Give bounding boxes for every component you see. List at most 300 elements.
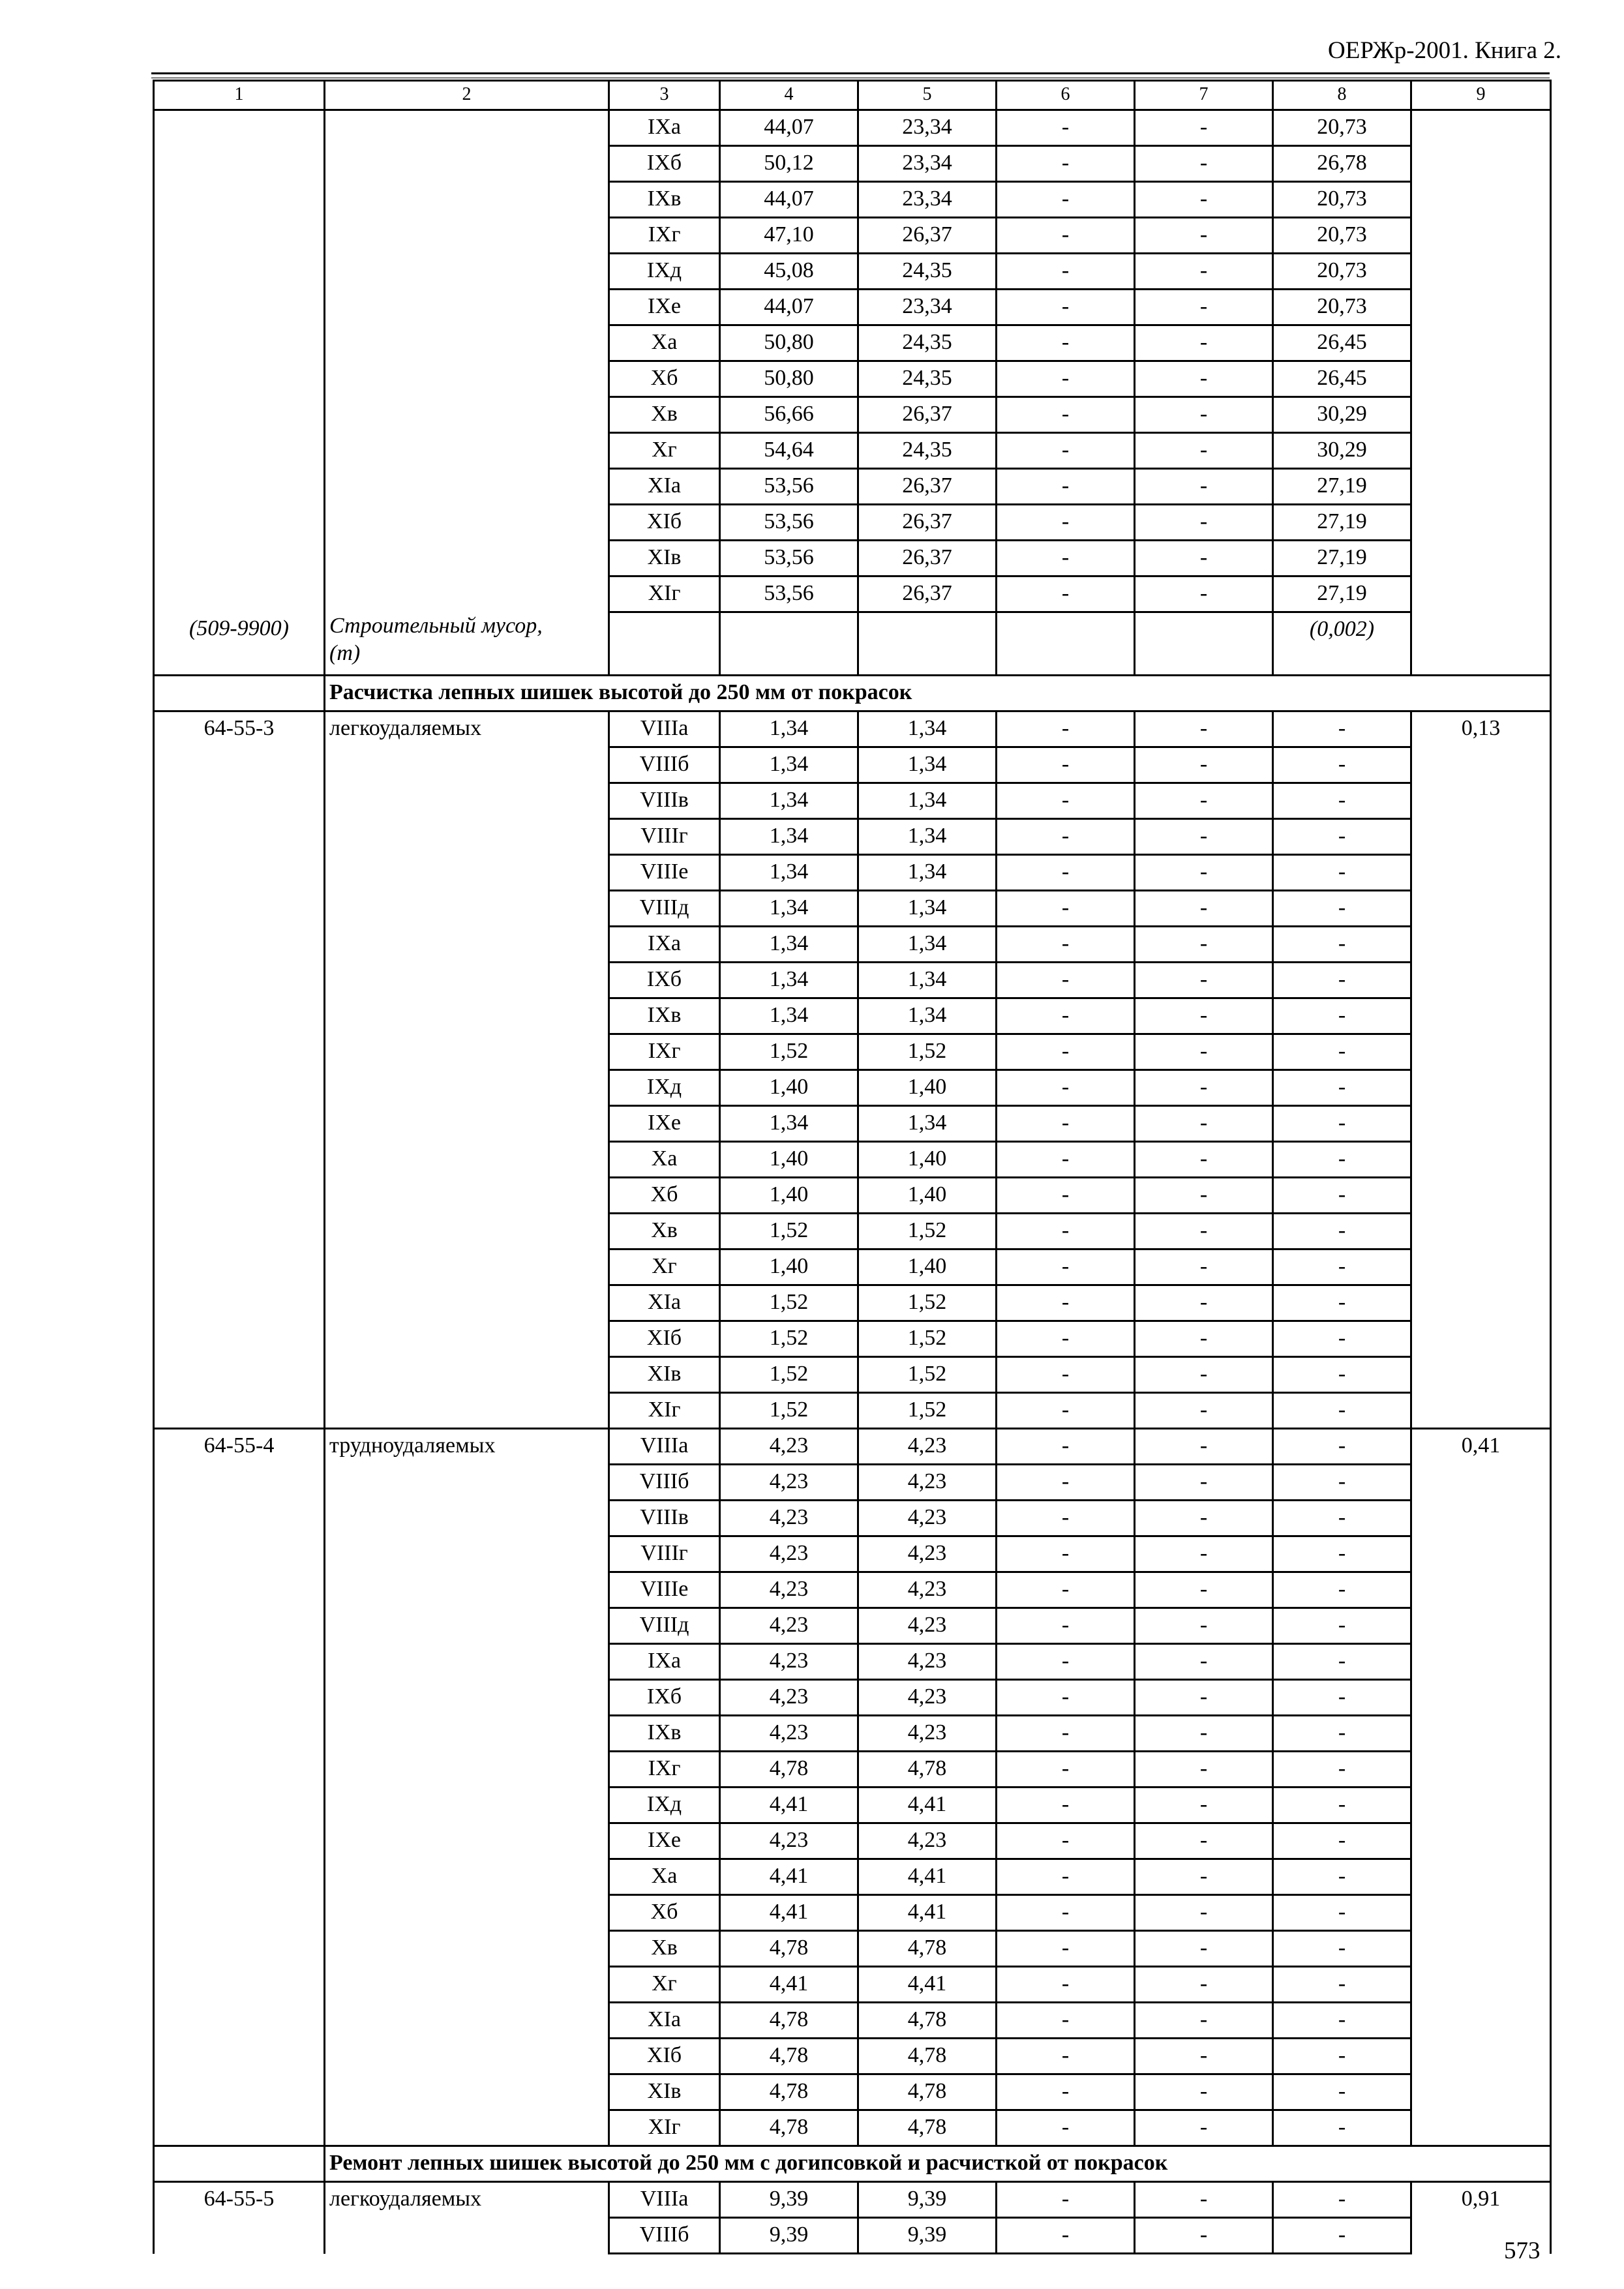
value-cell: - [997, 433, 1135, 469]
value-cell: 1,52 [858, 1393, 997, 1429]
value-cell: - [1273, 1823, 1411, 1859]
value-cell: 27,19 [1273, 505, 1411, 541]
value-cell: - [997, 1644, 1135, 1680]
category-cell: IXа [609, 927, 720, 963]
value-cell: 1,52 [858, 1214, 997, 1249]
value-cell: - [997, 1608, 1135, 1644]
value-cell: 44,07 [720, 182, 858, 218]
value-cell: - [997, 711, 1135, 747]
value-cell: - [1273, 1321, 1411, 1357]
value-cell: 1,40 [858, 1249, 997, 1285]
value-cell: 4,78 [858, 2074, 997, 2110]
page-number: 573 [1504, 2237, 1541, 2264]
category-cell: XIб [609, 505, 720, 541]
value-cell: - [1135, 783, 1273, 819]
category-cell: IXв [609, 998, 720, 1034]
value-cell: 4,23 [858, 1429, 997, 1465]
value-cell: 1,34 [720, 711, 858, 747]
value-cell: - [997, 1357, 1135, 1393]
value-cell: - [997, 1142, 1135, 1178]
value-cell: 1,34 [858, 891, 997, 927]
value-cell: - [1135, 361, 1273, 397]
category-cell: VIIIе [609, 1572, 720, 1608]
category-cell: Xг [609, 433, 720, 469]
value-cell: - [1273, 855, 1411, 891]
value-cell: 4,78 [720, 2110, 858, 2146]
column-number: 1 [154, 81, 325, 110]
value-cell: - [1273, 1178, 1411, 1214]
category-cell: IXд [609, 1788, 720, 1823]
value-cell: - [997, 1034, 1135, 1070]
value-cell: - [1135, 998, 1273, 1034]
value-cell: - [1135, 290, 1273, 325]
value-cell: - [997, 2074, 1135, 2110]
name-cell: легкоудаляемых [325, 711, 609, 1429]
value-cell: 26,37 [858, 218, 997, 254]
value-cell: 4,23 [720, 1823, 858, 1859]
value-cell: 44,07 [720, 290, 858, 325]
category-cell: XIг [609, 576, 720, 612]
category-cell: IXв [609, 1716, 720, 1752]
code-cell-empty [154, 110, 325, 612]
value-cell: 4,78 [720, 2003, 858, 2039]
empty-cell [720, 612, 858, 676]
category-cell: Xа [609, 325, 720, 361]
category-cell: Xв [609, 1931, 720, 1967]
section-title: Ремонт лепных шишек высотой до 250 мм с догипсовкой и расчисткой от покрасок [325, 2146, 1551, 2182]
category-cell: IXд [609, 254, 720, 290]
value-cell: - [1273, 1285, 1411, 1321]
value-cell: - [997, 182, 1135, 218]
value-cell: - [997, 819, 1135, 855]
value-cell: 1,40 [858, 1178, 997, 1214]
value-cell: - [997, 1393, 1135, 1429]
value-cell: - [997, 963, 1135, 998]
value-cell: - [1135, 1106, 1273, 1142]
value-cell: 4,23 [720, 1644, 858, 1680]
column-number: 7 [1135, 81, 1273, 110]
value-cell: - [1273, 2110, 1411, 2146]
value-cell: - [1135, 855, 1273, 891]
value-cell: - [997, 2003, 1135, 2039]
value-cell: - [997, 2110, 1135, 2146]
value-cell: 1,40 [720, 1249, 858, 1285]
value-cell: - [1135, 1608, 1273, 1644]
value-cell: - [1273, 1716, 1411, 1752]
category-cell: Xа [609, 1142, 720, 1178]
value-cell: - [1273, 1680, 1411, 1716]
value-cell: - [1273, 1859, 1411, 1895]
value-cell: 4,23 [858, 1716, 997, 1752]
value-cell: 4,78 [720, 1931, 858, 1967]
category-cell: IXд [609, 1070, 720, 1106]
value-cell: - [1135, 505, 1273, 541]
category-cell: XIа [609, 1285, 720, 1321]
category-cell: VIIIа [609, 2182, 720, 2218]
value-cell: - [1273, 2003, 1411, 2039]
value-cell: - [1273, 963, 1411, 998]
value-cell: 9,39 [858, 2182, 997, 2218]
value-cell: 1,34 [720, 1106, 858, 1142]
category-cell: IXб [609, 1680, 720, 1716]
debris-code: (509-9900) [154, 612, 325, 676]
empty-cell [997, 612, 1135, 676]
value-cell: 4,78 [858, 2003, 997, 2039]
value-cell: - [1273, 1608, 1411, 1644]
value-cell: - [997, 1249, 1135, 1285]
value-cell: - [997, 218, 1135, 254]
value-cell: 4,78 [858, 1752, 997, 1788]
category-cell: XIа [609, 2003, 720, 2039]
value-cell: - [997, 1931, 1135, 1967]
name-cell: легкоудаляемых [325, 2182, 609, 2254]
value-cell: 30,29 [1273, 397, 1411, 433]
value-cell: - [997, 254, 1135, 290]
column-number: 5 [858, 81, 997, 110]
value-cell: - [997, 325, 1135, 361]
value-cell: 4,78 [720, 2039, 858, 2074]
value-cell: 9,39 [720, 2182, 858, 2218]
empty-cell [858, 612, 997, 676]
value-cell: - [997, 2182, 1135, 2218]
value-cell: - [997, 1859, 1135, 1895]
value-cell: 4,23 [858, 1823, 997, 1859]
value-cell: 1,52 [858, 1321, 997, 1357]
category-cell: Xв [609, 397, 720, 433]
value-cell: - [1135, 1285, 1273, 1321]
value-cell: 53,56 [720, 541, 858, 576]
category-cell: Xг [609, 1249, 720, 1285]
value-cell: 20,73 [1273, 290, 1411, 325]
value-cell: 1,34 [858, 998, 997, 1034]
value-cell: 27,19 [1273, 469, 1411, 505]
value-cell: 1,52 [720, 1285, 858, 1321]
value-cell: - [1135, 2218, 1273, 2254]
value-cell: - [1135, 2110, 1273, 2146]
value-cell: - [997, 1070, 1135, 1106]
value-cell: - [997, 1716, 1135, 1752]
col9-cell: 0,91 [1411, 2182, 1551, 2254]
value-cell: - [1135, 963, 1273, 998]
col9-cell: 0,41 [1411, 1429, 1551, 2146]
value-cell: - [997, 2039, 1135, 2074]
value-cell: - [1273, 1249, 1411, 1285]
category-cell: XIб [609, 1321, 720, 1357]
value-cell: - [1135, 1716, 1273, 1752]
value-cell: - [997, 1321, 1135, 1357]
value-cell: - [1135, 469, 1273, 505]
category-cell: VIIIб [609, 2218, 720, 2254]
empty-cell [1135, 612, 1273, 676]
category-cell: VIIIд [609, 1608, 720, 1644]
value-cell: - [1135, 1823, 1273, 1859]
value-cell: 1,34 [720, 783, 858, 819]
value-cell: 50,12 [720, 146, 858, 182]
value-cell: - [997, 783, 1135, 819]
value-cell: 26,37 [858, 541, 997, 576]
value-cell: - [1135, 1536, 1273, 1572]
value-cell: - [1273, 1895, 1411, 1931]
value-cell: - [1135, 2182, 1273, 2218]
value-cell: - [1273, 998, 1411, 1034]
value-cell: 1,52 [720, 1034, 858, 1070]
value-cell: - [1135, 819, 1273, 855]
category-cell: VIIIв [609, 783, 720, 819]
value-cell: - [1135, 541, 1273, 576]
value-cell: - [1135, 1321, 1273, 1357]
value-cell: 26,37 [858, 469, 997, 505]
value-cell: - [997, 1823, 1135, 1859]
value-cell: - [997, 541, 1135, 576]
value-cell: 4,23 [858, 1465, 997, 1501]
value-cell: 1,34 [720, 927, 858, 963]
category-cell: XIв [609, 541, 720, 576]
value-cell: - [1135, 397, 1273, 433]
value-cell: - [1135, 1214, 1273, 1249]
category-cell: VIIIв [609, 1501, 720, 1536]
value-cell: 4,41 [720, 1967, 858, 2003]
value-cell: 4,78 [858, 2039, 997, 2074]
value-cell: 26,37 [858, 397, 997, 433]
value-cell: - [997, 1967, 1135, 2003]
value-cell: - [1135, 218, 1273, 254]
value-cell: 20,73 [1273, 110, 1411, 146]
value-cell: - [997, 998, 1135, 1034]
value-cell: - [1273, 891, 1411, 927]
value-cell: - [997, 1429, 1135, 1465]
value-cell: 24,35 [858, 361, 997, 397]
value-cell: 50,80 [720, 325, 858, 361]
value-cell: - [1273, 2182, 1411, 2218]
value-cell: - [1135, 2039, 1273, 2074]
value-cell: - [1135, 1357, 1273, 1393]
code-cell: 64-55-3 [154, 711, 325, 1429]
empty-cell [154, 676, 325, 711]
value-cell: - [1273, 1536, 1411, 1572]
code-cell: 64-55-5 [154, 2182, 325, 2254]
value-cell: 24,35 [858, 433, 997, 469]
value-cell: 53,56 [720, 576, 858, 612]
value-cell: - [1273, 1501, 1411, 1536]
norms-table [153, 80, 1552, 2254]
category-cell: IXе [609, 1106, 720, 1142]
value-cell: 1,34 [858, 927, 997, 963]
value-cell: 4,41 [720, 1859, 858, 1895]
value-cell: 47,10 [720, 218, 858, 254]
header-rule [151, 72, 1550, 74]
value-cell: - [1273, 1106, 1411, 1142]
value-cell: - [1135, 1465, 1273, 1501]
value-cell: 27,19 [1273, 576, 1411, 612]
col9-cell-empty [1411, 110, 1551, 676]
value-cell: 1,34 [720, 747, 858, 783]
name-cell-empty [325, 110, 609, 612]
value-cell: - [1273, 1034, 1411, 1070]
value-cell: - [1135, 1501, 1273, 1536]
value-cell: - [997, 1501, 1135, 1536]
value-cell: 23,34 [858, 110, 997, 146]
value-cell: - [997, 1178, 1135, 1214]
value-cell: 4,41 [858, 1788, 997, 1823]
column-number: 6 [997, 81, 1135, 110]
value-cell: - [1273, 1214, 1411, 1249]
value-cell: 1,40 [858, 1142, 997, 1178]
category-cell: VIIIг [609, 819, 720, 855]
value-cell: - [1273, 1931, 1411, 1967]
value-cell: - [1135, 254, 1273, 290]
value-cell: 4,78 [858, 2110, 997, 2146]
value-cell: - [1273, 1788, 1411, 1823]
value-cell: 1,34 [858, 1106, 997, 1142]
section-title-row [154, 676, 1551, 711]
value-cell: 27,19 [1273, 541, 1411, 576]
value-cell: - [997, 1572, 1135, 1608]
value-cell: 1,40 [720, 1142, 858, 1178]
value-cell: 9,39 [720, 2218, 858, 2254]
value-cell: - [1135, 1393, 1273, 1429]
value-cell: - [997, 146, 1135, 182]
value-cell: 1,52 [720, 1393, 858, 1429]
value-cell: 23,34 [858, 290, 997, 325]
value-cell: - [1273, 819, 1411, 855]
table-row [154, 2182, 1551, 2218]
value-cell: 1,52 [720, 1357, 858, 1393]
value-cell: 4,23 [720, 1536, 858, 1572]
value-cell: - [1273, 1752, 1411, 1788]
value-cell: - [997, 1895, 1135, 1931]
value-cell: 54,64 [720, 433, 858, 469]
value-cell: - [997, 505, 1135, 541]
value-cell: 1,34 [858, 963, 997, 998]
value-cell: 1,34 [858, 711, 997, 747]
value-cell: 26,45 [1273, 325, 1411, 361]
value-cell: - [1273, 1142, 1411, 1178]
empty-cell [609, 612, 720, 676]
category-cell: IXе [609, 290, 720, 325]
value-cell: - [1135, 1859, 1273, 1895]
value-cell: 4,41 [858, 1967, 997, 2003]
value-cell: 1,34 [720, 963, 858, 998]
value-cell: - [1273, 783, 1411, 819]
category-cell: IXв [609, 182, 720, 218]
value-cell: - [1135, 110, 1273, 146]
value-cell: 4,23 [720, 1572, 858, 1608]
value-cell: - [1135, 1178, 1273, 1214]
value-cell: - [997, 397, 1135, 433]
value-cell: - [1273, 1644, 1411, 1680]
value-cell: - [1135, 1680, 1273, 1716]
value-cell: - [997, 290, 1135, 325]
table-row [154, 711, 1551, 747]
value-cell: - [1273, 1070, 1411, 1106]
value-cell: - [997, 927, 1135, 963]
category-cell: IXа [609, 1644, 720, 1680]
value-cell: - [1135, 1070, 1273, 1106]
category-cell: VIIIб [609, 1465, 720, 1501]
value-cell: - [1273, 1429, 1411, 1465]
value-cell: 45,08 [720, 254, 858, 290]
value-cell: 24,35 [858, 325, 997, 361]
value-cell: 4,23 [720, 1680, 858, 1716]
value-cell: - [997, 891, 1135, 927]
document-header: ОЕРЖр-2001. Книга 2. [1328, 37, 1561, 64]
section-title: Расчистка лепных шишек высотой до 250 мм от покрасок [325, 676, 1551, 711]
value-cell: 50,80 [720, 361, 858, 397]
value-cell: - [1273, 927, 1411, 963]
value-cell: 26,37 [858, 505, 997, 541]
column-number: 2 [325, 81, 609, 110]
value-cell: - [997, 1752, 1135, 1788]
value-cell: - [997, 576, 1135, 612]
category-cell: XIа [609, 469, 720, 505]
value-cell: 4,41 [858, 1859, 997, 1895]
value-cell: - [997, 1214, 1135, 1249]
value-cell: - [1135, 1572, 1273, 1608]
value-cell: 1,52 [858, 1357, 997, 1393]
value-cell: - [1273, 1357, 1411, 1393]
value-cell: - [1135, 891, 1273, 927]
value-cell: - [1273, 2218, 1411, 2254]
category-cell: IXе [609, 1823, 720, 1859]
value-cell: 4,23 [720, 1501, 858, 1536]
value-cell: 4,41 [720, 1895, 858, 1931]
category-cell: Xв [609, 1214, 720, 1249]
value-cell: - [1135, 2003, 1273, 2039]
column-number: 8 [1273, 81, 1411, 110]
debris-unit: (т) [329, 641, 361, 665]
debris-value: (0,002) [1273, 612, 1411, 676]
value-cell: - [1135, 1931, 1273, 1967]
value-cell: - [1135, 325, 1273, 361]
category-cell: Xб [609, 1178, 720, 1214]
value-cell: 56,66 [720, 397, 858, 433]
value-cell: 4,23 [858, 1536, 997, 1572]
name-cell: трудноудаляемых [325, 1429, 609, 2146]
value-cell: - [1135, 1142, 1273, 1178]
debris-name [325, 612, 609, 676]
code-cell: 64-55-4 [154, 1429, 325, 2146]
value-cell: - [1135, 182, 1273, 218]
category-cell: VIIIб [609, 747, 720, 783]
value-cell: 20,73 [1273, 182, 1411, 218]
value-cell: - [1135, 433, 1273, 469]
category-cell: Xб [609, 361, 720, 397]
value-cell: - [997, 469, 1135, 505]
value-cell: 9,39 [858, 2218, 997, 2254]
value-cell: 4,23 [720, 1716, 858, 1752]
value-cell: - [997, 1106, 1135, 1142]
value-cell: - [1273, 2074, 1411, 2110]
value-cell: 1,34 [720, 891, 858, 927]
value-cell: 4,41 [720, 1788, 858, 1823]
value-cell: 20,73 [1273, 218, 1411, 254]
value-cell: 1,40 [720, 1178, 858, 1214]
value-cell: 1,52 [858, 1285, 997, 1321]
category-cell: VIIIг [609, 1536, 720, 1572]
value-cell: 4,23 [858, 1608, 997, 1644]
category-cell: IXг [609, 1752, 720, 1788]
value-cell: 1,52 [858, 1034, 997, 1070]
column-number: 3 [609, 81, 720, 110]
value-cell: 1,34 [858, 855, 997, 891]
value-cell: 44,07 [720, 110, 858, 146]
value-cell: - [1135, 1752, 1273, 1788]
category-cell: VIIIе [609, 855, 720, 891]
col9-cell: 0,13 [1411, 711, 1551, 1429]
value-cell: 1,34 [720, 998, 858, 1034]
category-cell: Xг [609, 1967, 720, 2003]
value-cell: - [1135, 1034, 1273, 1070]
